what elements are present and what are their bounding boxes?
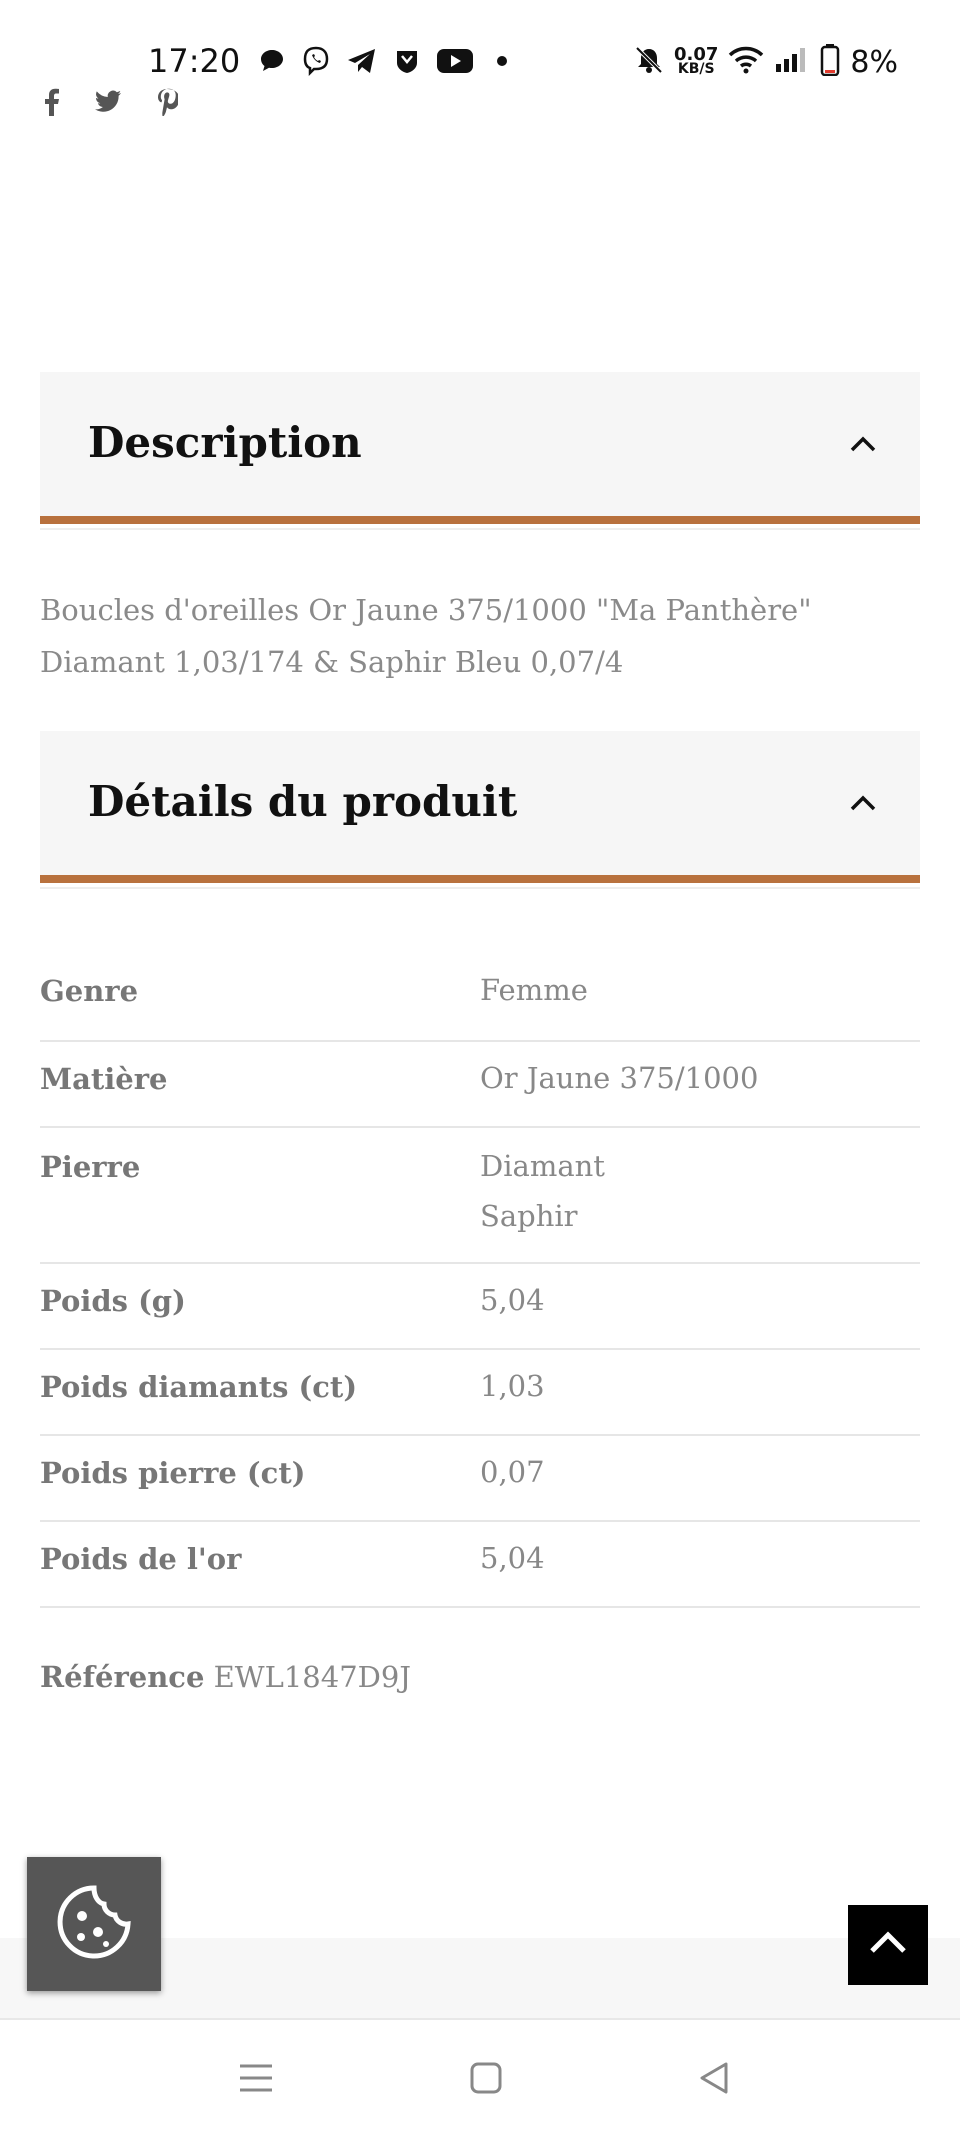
row-label: Pierre [40, 1150, 141, 1184]
row-label: Matière [40, 1062, 168, 1096]
reference-value: EWL1847D9J [213, 1660, 411, 1694]
chevron-up-icon[interactable] [846, 787, 880, 821]
product-reference [40, 1660, 411, 1694]
table-row [40, 1128, 920, 1264]
twitter-icon[interactable] [94, 88, 122, 123]
status-time: 17:20 [148, 42, 241, 80]
table-row [40, 1042, 920, 1128]
details-title: Détails du produit [88, 777, 518, 826]
row-label: Poids de l'or [40, 1542, 242, 1576]
row-value: Diamant [480, 1149, 605, 1183]
row-value: 1,03 [480, 1369, 545, 1403]
bell-off-icon [634, 45, 664, 79]
pinterest-icon[interactable] [156, 88, 178, 123]
row-label: Poids pierre (ct) [40, 1456, 306, 1490]
table-row [40, 1264, 920, 1350]
reference-label: Référence [40, 1660, 205, 1694]
row-label: Genre [40, 974, 139, 1008]
back-to-top-button[interactable] [848, 1905, 928, 1985]
table-row [40, 1522, 920, 1608]
battery-percent: 8% [850, 44, 899, 80]
youtube-icon [436, 46, 474, 76]
home-icon[interactable] [464, 2056, 508, 2100]
row-value: 5,04 [480, 1283, 545, 1317]
table-row [40, 1350, 920, 1436]
divider [40, 887, 920, 889]
facebook-icon[interactable] [44, 88, 60, 123]
chevron-up-icon[interactable] [846, 428, 880, 462]
details-accordion-header[interactable] [40, 731, 920, 883]
back-icon[interactable] [692, 2056, 736, 2100]
wifi-icon [728, 45, 764, 79]
net-speed-unit: KB/S [677, 61, 715, 77]
menu-icon[interactable] [234, 2056, 278, 2100]
row-value: 5,04 [480, 1541, 545, 1575]
table-row [40, 1436, 920, 1522]
row-value: Or Jaune 375/1000 [480, 1061, 759, 1095]
row-label: Poids diamants (ct) [40, 1370, 358, 1404]
row-value-2: Saphir [480, 1199, 578, 1233]
signal-icon [774, 46, 810, 78]
social-share-row [44, 88, 178, 123]
viber-icon [300, 46, 332, 76]
dot-icon [496, 46, 508, 76]
net-speed-value: 0.07 [674, 44, 719, 65]
telegram-icon [346, 46, 378, 76]
chat-bubble-icon [258, 46, 286, 76]
divider [40, 528, 920, 530]
description-accordion-header[interactable] [40, 372, 920, 524]
cookie-icon [54, 1882, 134, 1966]
row-value: Femme [480, 973, 588, 1007]
table-row [40, 960, 920, 1042]
row-value: 0,07 [480, 1455, 545, 1489]
network-speed [674, 44, 719, 77]
description-text: Boucles d'oreilles Or Jaune 375/1000 "Ma Panthère" Diamant 1,03/174 & Saphir Bleu 0,07/4 [40, 593, 812, 679]
shield-icon [394, 46, 420, 76]
chevron-up-icon [868, 1929, 908, 1961]
system-nav-bar [0, 2018, 960, 2135]
description-title: Description [88, 418, 362, 467]
row-label: Poids (g) [40, 1284, 186, 1318]
battery-icon [820, 44, 840, 80]
cookie-settings-button[interactable] [27, 1857, 161, 1991]
